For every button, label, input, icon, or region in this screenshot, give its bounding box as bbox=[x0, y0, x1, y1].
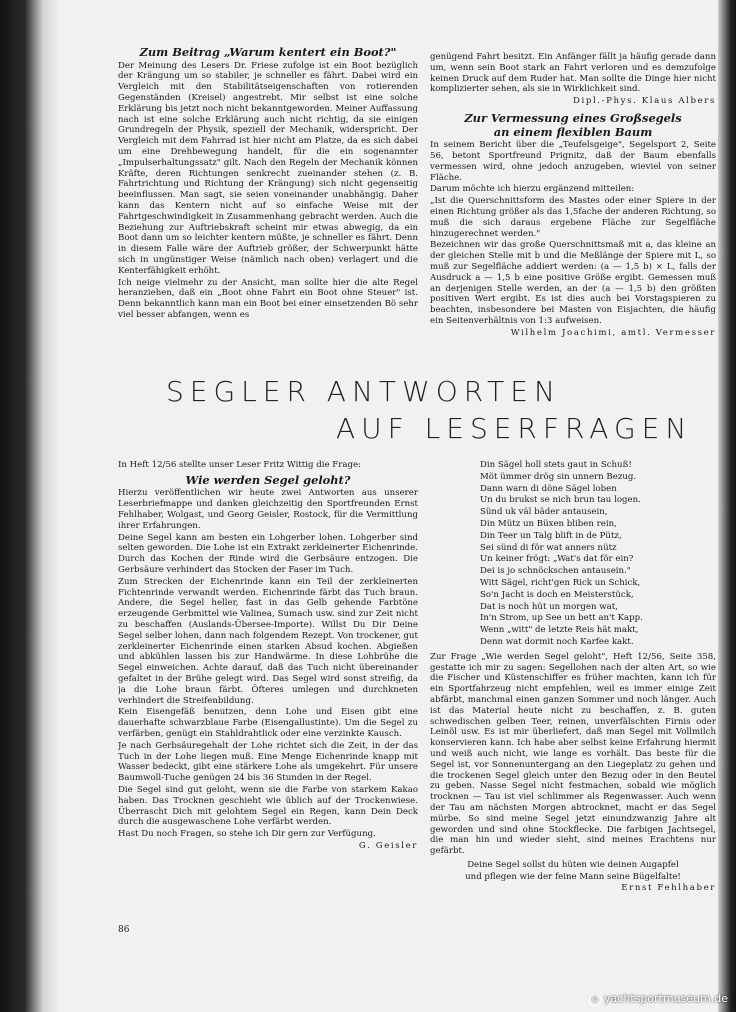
article-segel-geloht-intro: In Heft 12/56 stellte unser Leser Fritz Wittig die Frage: bbox=[118, 460, 361, 470]
headline-line-1: SEGLER ANTWORTEN bbox=[166, 375, 561, 408]
signature-fehlhaber-text: Ernst Fehlhaber bbox=[621, 883, 716, 894]
signature-joachimi-text: Wilhelm Joachimi, amtl. Vermesser bbox=[510, 327, 716, 338]
article-segel-geloht-paragraph-3: Zum Strecken der Eichenrinde kann ein Teil der zerkleinerten Fichtenrinde verwandt werden. Eichenrinde färbt das Tuch braun. Andere, die Segel heller, fast in das Gelb gehende Farbtöne erzeugende Gerbmittel wie Valinea, Sumach usw. sind zur Zeit nicht zu beschaffen (Auslands-Übersee-Importe). Willst Du Dir Deine Segel selber lohen, dann nach folgendem Rezept. Von trockener, gut zerkleinerter Eichenrinde einen starken Absud kochen. Abgießen und abkühlen lassen bis zur Handwärme. In diese Lohbrühe die Segel einweichen. Achte darauf, daß das Tuch nicht übereinander gefaltet in der Brühe gelegt wird. Das Segel wird sonst streifig, da ja die Lohe braun färbt. Öfteres umlegen und durchkneten verhindert die Streifenbildung. bbox=[118, 576, 418, 706]
poem-line: Din Teer un Talg blift in de Pütz, bbox=[480, 530, 622, 541]
signature-geisler-text: G. Geisler bbox=[358, 840, 418, 851]
signature-albers-text: Dipl.-Phys. Klaus Albers bbox=[573, 96, 716, 107]
article-vermessung-quote: „Ist die Querschnittsform des Mastes oder einer Spiere in der einen Richtung größer als das 1,5fache der anderen Richtung, so muß die sich daraus ergebene Fläche zur Segelfläche hinzugerechnet werden." bbox=[430, 196, 716, 239]
article-segel-geloht-paragraph-4: Kein Eisengefäß benutzen, denn Lohe und Eisen gibt eine dauerhafte schwarzblaue Farbe (Eisengallustinte). Um die Segel zu verfärben, genügt ein Stahldrahtlick oder eine verzinkte Kausch. bbox=[118, 707, 418, 739]
article-vermessung-paragraph-4: Bezeichnen wir das große Querschnittsmaß mit a, das kleine an der gleichen Stelle mit b und die Meßlänge der Spiere mit L, so muß zur Segelfläche addiert werden: (a — 1,5 b) × L, falls der Ausdruck a — 1,5 b eine positive Größe ergibt. Gemessen muß an derjenigen Stelle werden, an der (a — 1,5 b) den größten positiven Wert ergibt. Es ist dies auch bei Vorstagspieren zu beachten, insbesondere bei Masten von Eisjachten, die häufig ein Seitenverhältnis von 1:3 aufweisen. bbox=[430, 240, 716, 326]
poem-line: Un keiner frögt: „Wat's dat för ein? bbox=[480, 554, 634, 565]
article-fehlhaber bbox=[430, 460, 716, 922]
article-fehlhaber-paragraph-1: Zur Frage „Wie werden Segel geloht", Heft 12/56, Seite 358, gestatte ich mir zu sagen: Segellohen nach der alten Art, so wie die Fischer und Küstenschiffer es früher machten, kann ich für ein Sportfahrzeug nicht empfehlen, weil es immer einige Zeit abfärbt, manchmal einen ganzen Sommer und noch länger. Auch ist das Material heute nicht zu beschaffen, z. B. guten schwedischen gelben Teer, reinen, unverfälschten Firnis oder Leinöl usw. Es ist mir überliefert, daß man Segel mit Vollmilch konservieren kann. Ich habe aber selbst keine Erfahrung hiermit und weiß auch nicht, wie lange es vorhält. Das beste für die Segel ist, vor Sonnenuntergang an den Liegeplatz zu gehen und die trockenen Segel gleich unter den Bezug oder in den Beutel zu geben. Nasse Segel nicht festmachen, sobald wie möglich trocknen — Tau ist viel schlimmer als Regenwasser. Auch wenn der Tau am nächsten Morgen abtrocknet, macht er das Segel mürbe. So sind meine Segel jetzt einundzwanzig Jahre alt geworden und sind ohne Stockflecke. Die farbigen Jachtsegel, die man hin und wieder sieht, sind meines Erachtens nur gefärbt. bbox=[430, 651, 716, 857]
poem-line: Din Sägel holl stets gaut in Schuß! bbox=[480, 460, 632, 470]
article-vermessung-title bbox=[430, 112, 716, 139]
copyright-icon: © bbox=[591, 995, 600, 1004]
poem-line: Dat is noch hüt un morgen wat, bbox=[480, 601, 618, 612]
poem-line: Denn wat dormit noch Karfee kakt. bbox=[480, 636, 634, 647]
poem-line: Witt Sägel, richt'gen Rick un Schick, bbox=[480, 577, 641, 588]
poem bbox=[430, 460, 716, 648]
poem-line: Sei sünd di för wat anners nütz bbox=[480, 542, 617, 553]
article-segel-geloht-paragraph-5: Je nach Gerbsäuregehalt der Lohe richtet sich die Zeit, in der das Tuch in der Lohe liegen muß. Eine Menge Eichenrinde knapp mit Wasser bedeckt, gibt eine stärkere Lohe als umgekehrt. Für unsere Baumwoll-Tuche genügen 24 bis 36 Stunden in der Regel. bbox=[118, 740, 418, 784]
poem-line: Din Mütz un Büxen bliben rein, bbox=[480, 518, 617, 529]
article-vermessung-paragraph-2: Darum möchte ich hierzu ergänzend mitteilen: bbox=[430, 184, 635, 195]
article-kentern-paragraph-1: Der Meinung des Lesers Dr. Friese zufolge ist ein Boot bezüglich der Krängung um so stabiler, je schneller es fährt. Dabei wird ein Vergleich mit den Stabilitätseigenschaften von rotierenden Gegenständen (Kreisel) angestrebt. Mir selbst ist eine solche Erklärung bis jetzt noch nicht bekanntgeworden. Meiner Auffassung nach ist eine solche Erklärung auch nicht richtig, da sie einigen Grundregeln der Physik, speziell der Mechanik, widerspricht. Der Vergleich mit dem Fahrrad ist hier nicht am Platze, da es sich dabei um eine Drehbewegung handelt, für die ein sogenannter „Impulserhaltungssatz" gilt. Nach den Regeln der Mechanik können Kräfte, deren Richtungen senkrecht zueinander stehen (z. B. Fahrtrichtung und Richtung der Krängung) sich nicht gegenseitig beeinflussen. Man sagt, sie seien voneinander unabhängig. Daher kann das Kentern nicht auf so einfache Weise mit der Fahrtgeschwindigkeit in Zusammenhang gebracht werden. Auch die Beziehung zur Auftriebskraft scheint mir etwas abwegig, da ein Boot dann um so leichter kentern müßte, je schneller es fährt. Denn in diesem Falle wäre der Auftrieb größer, der Schwerpunkt hätte sich in ungünstiger Weise (nämlich nach oben) verlagert und die Kenterfähigkeit erhöht. bbox=[118, 60, 418, 276]
watermark-text: yachtsportmuseum.de bbox=[604, 992, 728, 1005]
poem-line: Möt ümmer drög sin unnern Bezug. bbox=[480, 471, 637, 482]
article-segel-geloht bbox=[118, 460, 418, 920]
article-vermessung-paragraph-1: In seinem Bericht über die „Teufelsgeige", Segelsport 2, Seite 56, betont Sportfreund Prignitz, daß der Baum ebenfalls vermessen wird, ohne jedoch anzugeben, wieviel von seiner Fläche. bbox=[430, 140, 716, 183]
book-spine bbox=[0, 0, 62, 1012]
article-fehlhaber-closing-1: Deine Segel sollst du hüten wie deinen Augapfel bbox=[467, 859, 679, 870]
signature-geisler bbox=[118, 841, 418, 852]
signature-joachimi bbox=[430, 328, 716, 339]
watermark bbox=[589, 992, 728, 1006]
article-kentern-paragraph-2: Ich neige vielmehr zu der Ansicht, man sollte hier die alte Regel heranziehen, daß ein „Boot ohne Fahrt ein Boot ohne Steuer" ist. Denn bekanntlich kann man ein Boot bei einer einsetzenden Bö sehr viel besser abfangen, wenn es bbox=[118, 277, 418, 320]
article-vermessung-title-line-1: Zur Vermessung eines Großsegels bbox=[464, 110, 682, 125]
article-segel-geloht-paragraph-1: Hierzu veröffentlichen wir heute zwei Antworten aus unserer Leserbriefmappe und danken gleichzeitig den Sportfreunden Ernst Fehlhaber, Wolgast, und Georg Geisler, Rostock, für die Vermittlung ihrer Erfahrungen. bbox=[118, 488, 418, 531]
article-kentern bbox=[118, 46, 418, 358]
poem-line: Un du brukst se nich brun tau logen. bbox=[480, 495, 641, 506]
article-segel-geloht-title: Wie werden Segel geloht? bbox=[185, 472, 351, 487]
poem-line: Dann warn di döne Sägel loben bbox=[480, 483, 617, 494]
article-segel-geloht-paragraph-6: Die Segel sind gut geloht, wenn sie die Farbe von starkem Kakao haben. Das Trocknen geschieht wie üblich auf der Trockenwiese. Überrascht Dich mit gelohtem Segel ein Regen, kann Dein Deck durch die ausgewaschene Lohe verfärbt werden. bbox=[118, 784, 418, 828]
page-number: 86 bbox=[118, 925, 130, 935]
poem-line: So'n Jacht is doch en Meisterstück, bbox=[480, 589, 634, 600]
signature-fehlhaber bbox=[430, 883, 716, 894]
signature-albers bbox=[430, 96, 716, 107]
poem-line: Wenn „witt" de letzte Reis hät makt, bbox=[480, 625, 639, 636]
article-segel-geloht-paragraph-7: Hast Du noch Fragen, so stehe ich Dir gern zur Verfügung. bbox=[118, 829, 376, 840]
poem-line: Dei is jo schnöckschen antausein." bbox=[480, 566, 631, 577]
poem-line: Sünd uk väl bäder antausein, bbox=[480, 507, 608, 518]
article-vermessung-title-line-2: an einem flexiblen Baum bbox=[493, 124, 653, 139]
headline-line-2: AUF LESERFRAGEN bbox=[336, 412, 693, 445]
page-edge-shadow bbox=[718, 0, 736, 1012]
article-segel-geloht-paragraph-2: Deine Segel kann am besten ein Lohgerber lohen. Lohgerber sind selten geworden. Die Lohe ist ein Extrakt zerkleinerter Eichenrinde. Durch das Kochen der Rinde wird die Gerbsäure entzogen. Die Gerbsäure verhindert das Stocken der Faser im Tuch. bbox=[118, 532, 418, 575]
article-vermessung bbox=[430, 52, 716, 360]
article-fehlhaber-closing-2: und pflegen wie der feine Mann seine Bügelfalte! bbox=[465, 871, 681, 882]
article-kentern-continuation: genügend Fahrt besitzt. Ein Anfänger fällt ja häufig gerade dann um, wenn sein Boot stark an Fahrt verloren und es demzufolge keinen Druck auf dem Ruder hat. Man sollte die Dinge hier nicht komplizierter sehen, als sie in Wirklichkeit sind. bbox=[430, 52, 716, 95]
article-kentern-title: Zum Beitrag „Warum kentert ein Boot?" bbox=[139, 46, 397, 59]
poem-line: In'n Strom, up See un bett an't Kapp. bbox=[480, 613, 643, 624]
